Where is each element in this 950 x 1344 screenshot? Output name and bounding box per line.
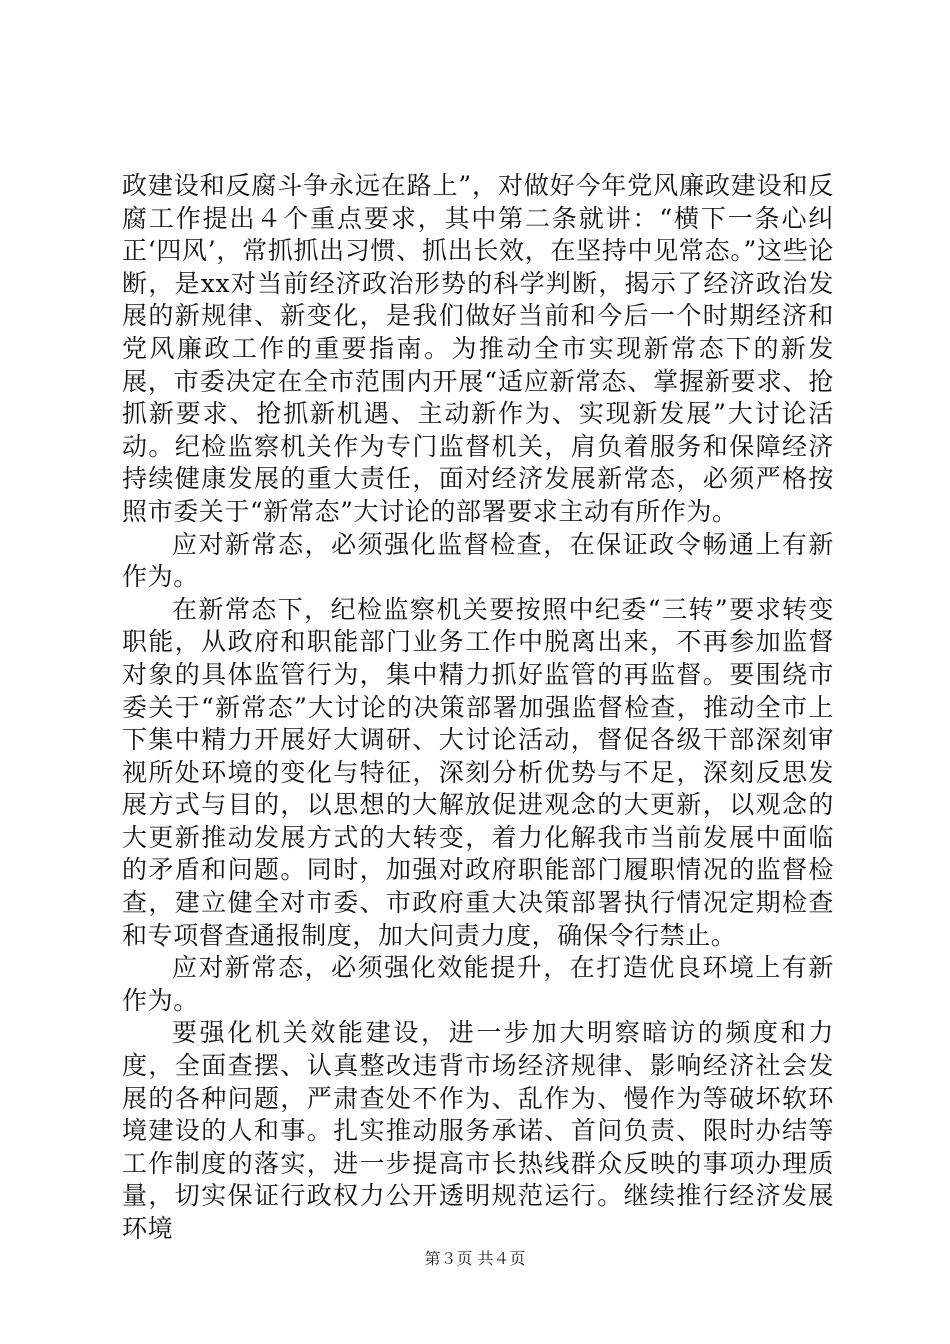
paragraph-continuation: 政建设和反腐斗争永远在路上”，对做好今年党风廉政建设和反腐工作提出４个重点要求，其中第二条就讲：“横下一条心纠正‘四风’，常抓抓出习惯、抓出长效，在坚持中见常态。”这些论断，是xx对当前经济政治形势的科学判断，揭示了经济政治发展的新规律、新变化，是我们做好当前和今后一个时期经济和党风廉政工作的重要指南。为推动全市实现新常态下的新发展，市委决定在全市范围内开展“适应新常态、掌握新要求、抢抓新要求、抢抓新机遇、主动新作为、实现新发展”大讨论活动。纪检监察机关作为专门监督机关，肩负着服务和保障经济持续健康发展的重大责任，面对经济发展新常态，必须严格按照市委关于“新常态”大讨论的部署要求主动有所作为。: [122, 171, 834, 526]
document-body: [122, 170, 834, 1246]
paragraph-supervision: 在新常态下，纪检监察机关要按照中纪委“三转”要求转变职能，从政府和职能部门业务工作中脱离出来，不再参加监督对象的具体监管行为，集中精力抓好监管的再监督。要围绕市委关于“新常态”大讨论的决策部署加强监督检查，推动全市上下集中精力开展好大调研、大讨论活动，督促各级干部深刻审视所处环境的变化与特征，深刻分析优势与不足，深刻反思发展方式与目的，以思想的大解放促进观念的大更新，以观念的大更新推动发展方式的大转变，着力化解我市当前发展中面临的矛盾和问题。同时，加强对政府职能部门履职情况的监督检查，建立健全对市委、市政府重大决策部署执行情况定期检查和专项督查通报制度，加大问责力度，确保令行禁止。: [122, 594, 834, 950]
paragraph-efficiency: 要强化机关效能建设，进一步加大明察暗访的频度和力度，全面查摆、认真整改违背市场经济规律、影响经济社会发展的各种问题，严肃查处不作为、乱作为、慢作为等破坏软环境建设的人和事。扎实推动服务承诺、首问负责、限时办结等工作制度的落实，进一步提高市长热线群众反映的事项办理质量，切实保证行政权力公开透明规范运行。继续推行经济发展环境: [122, 1018, 834, 1243]
paragraph-heading-efficiency: 应对新常态，必须强化效能提升，在打造优良环境上有新作为。: [122, 953, 834, 1015]
page-number-footer: 第３页 共４页: [424, 1249, 526, 1268]
paragraph-heading-supervision: 应对新常态，必须强化监督检查，在保证政令畅通上有新作为。: [122, 529, 834, 592]
